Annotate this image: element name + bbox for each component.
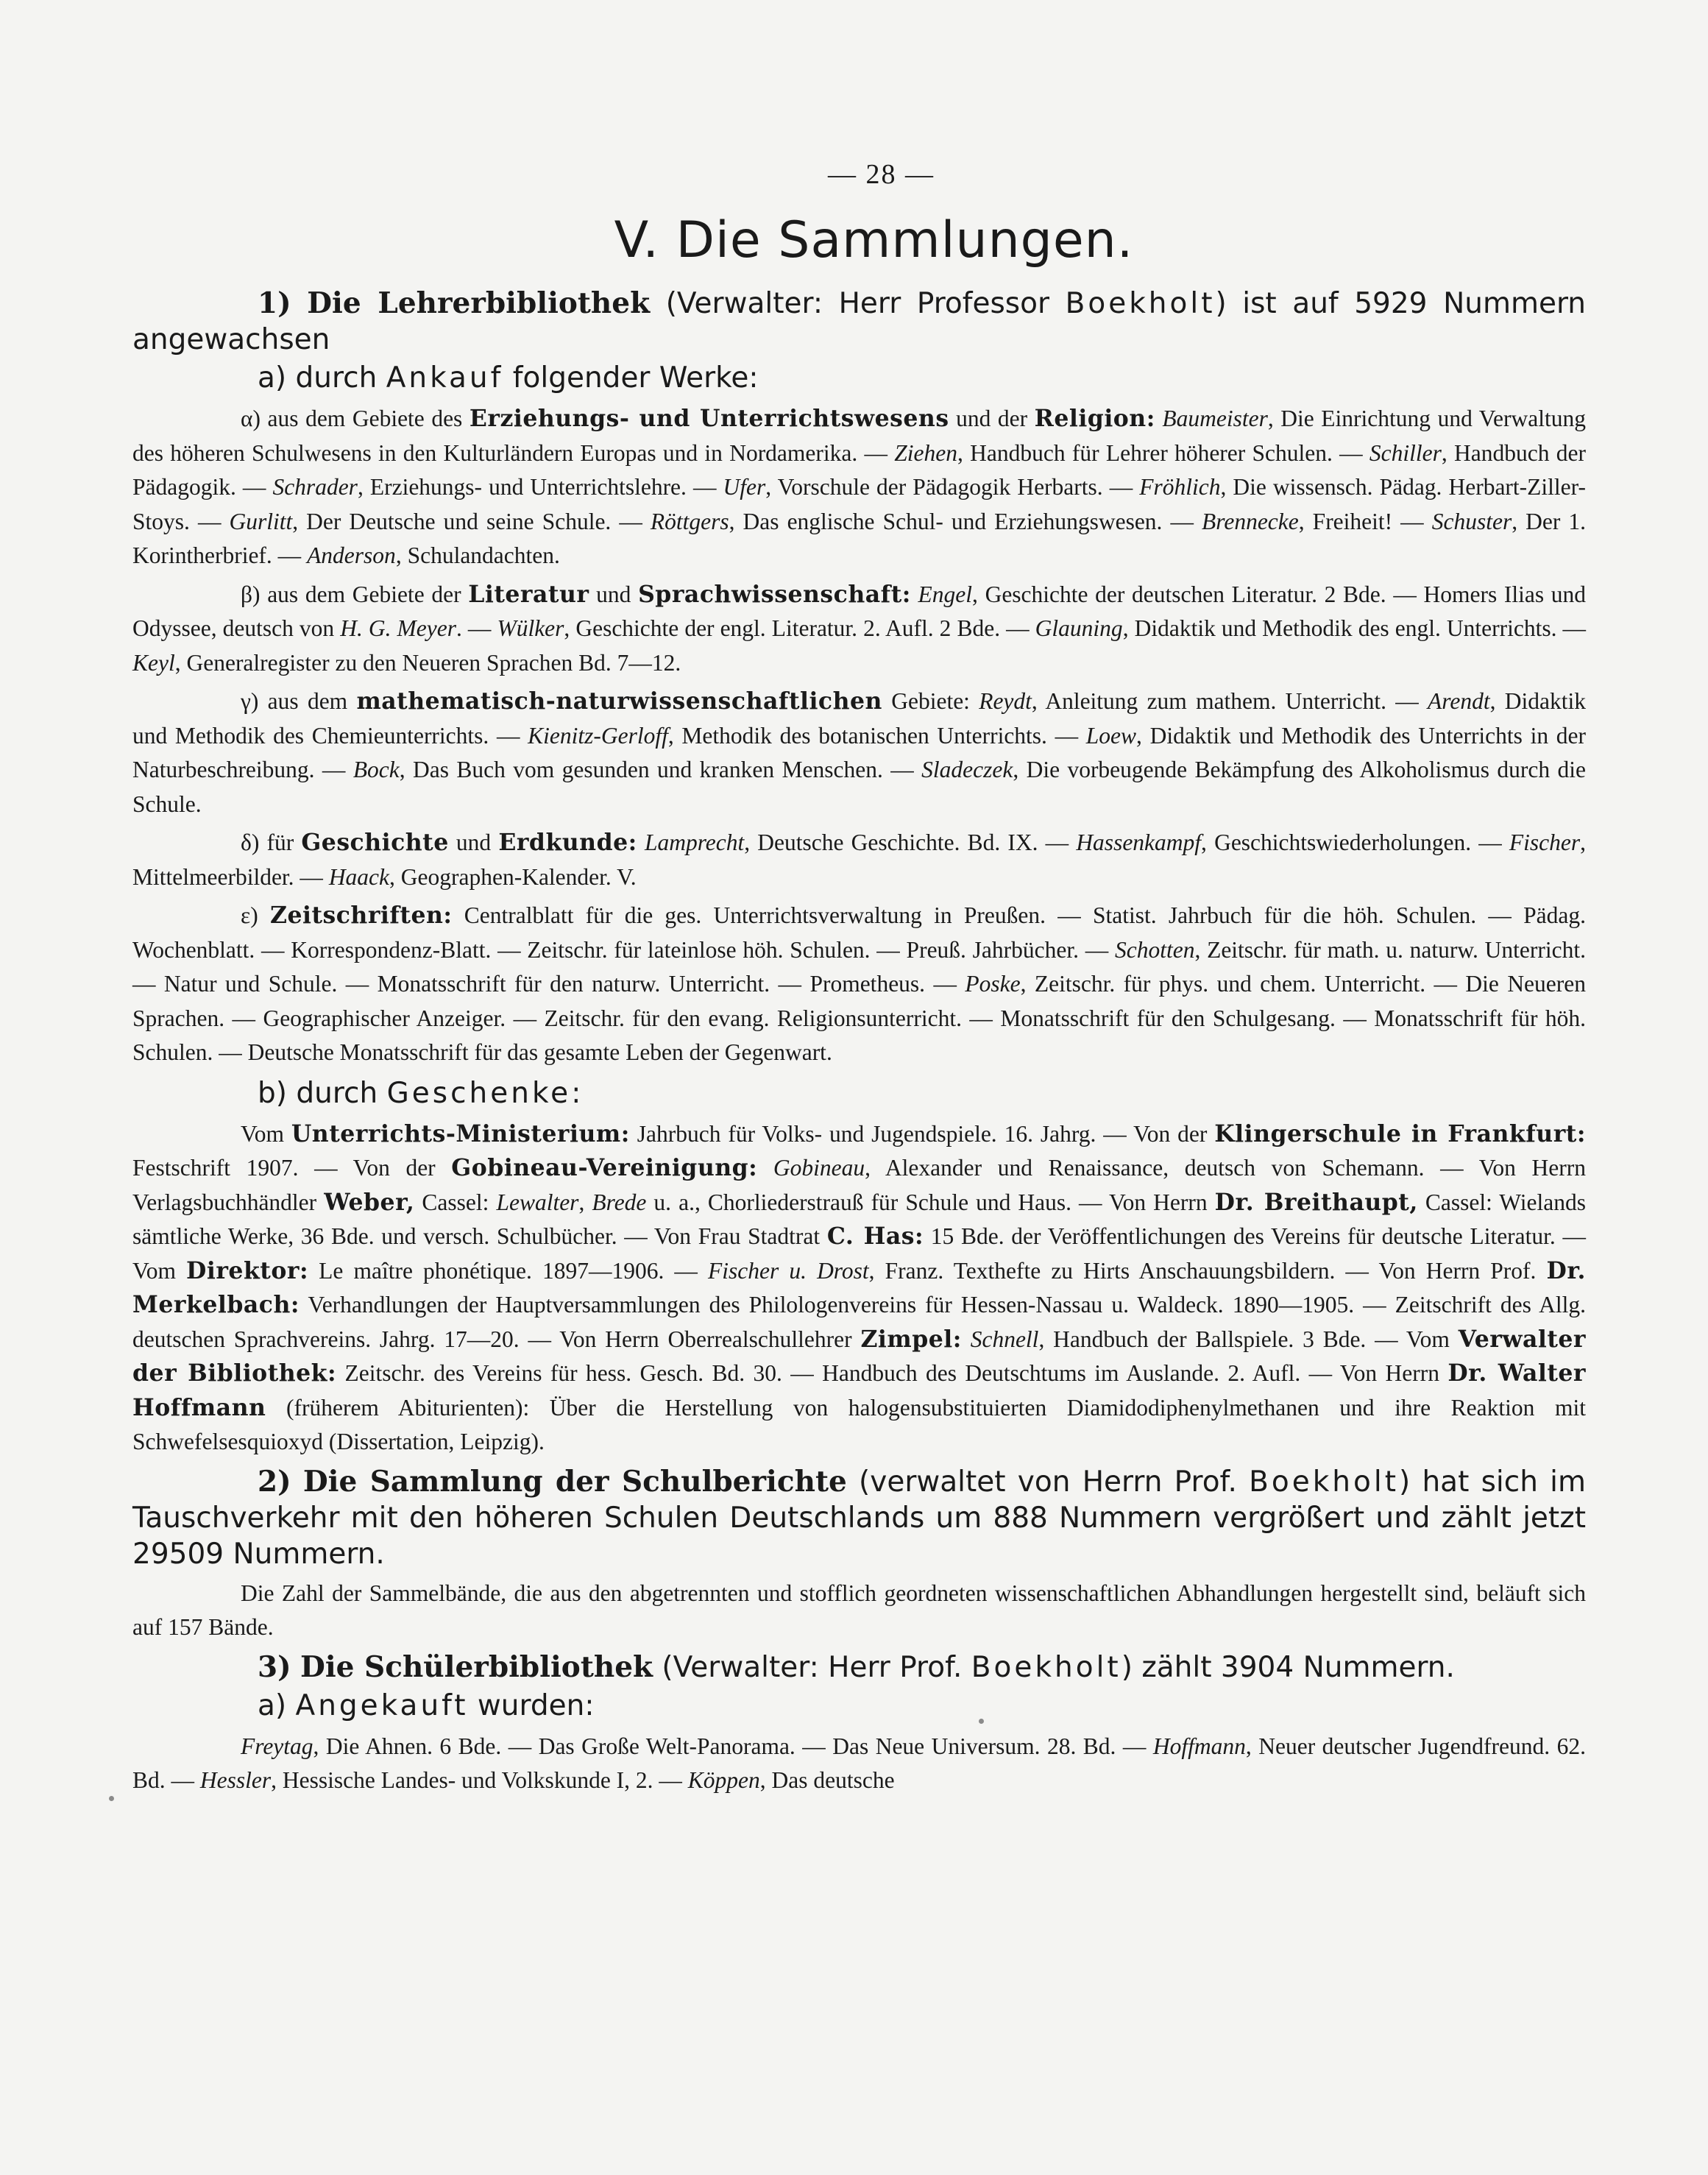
entry-beta: β) aus dem Gebiete der Literatur und Sprachwissenschaft: Engel, Geschichte der deutschen Literatur. 2 Bde. — Homers Ilias und Odyssee, deutsch von H. G. Meyer. — Wülker, Geschichte der engl. Literatur. 2. Aufl. 2 Bde. — Glauning, Didaktik und Methodik des engl. Unterrichts. — Keyl, Generalregister zu den Neueren Sprachen Bd. 7—12.	[132, 580, 1587, 676]
entry-alpha: α) aus dem Gebiete des Erziehungs- und Unterrichtswesens und der Religion: Baumeister, Die Einrichtung und Verwaltung des höheren Schulwesens in den Kulturländern Europas und in Nordamerika. — Ziehen, Handbuch für Lehrer höherer Schulen. — Schiller, Handbuch der Pädagogik. — Schrader, Erziehungs- und Unterrichtslehre. — Ufer, Vorschule der Pädagogik Herbarts. — Fröhlich, Die wissensch. Pädag. Herbart-Ziller-Stoys. — Gurlitt, Der Deutsche und seine Schule. — Röttgers, Das englische Schul- und Erziehungswesen. — Brennecke, Freiheit! — Schuster, Der 1. Korintherbrief. — Anderson, Schulandachten.	[132, 405, 1586, 568]
section-3-number: 3)	[258, 1649, 291, 1684]
section-1-intro: 1) Die Lehrerbibliothek (Verwalter: Herr Professor Boekholt) ist auf 5929 Nummern angewachsen	[132, 286, 1587, 356]
margin-dot	[109, 1796, 114, 1801]
page-title: V. Die Sammlungen.	[614, 211, 1134, 269]
section-2-number: 2)	[258, 1464, 291, 1499]
administrator-name: Boekholt	[1065, 287, 1216, 320]
page-number: — 28 —	[828, 159, 935, 190]
section-2-intro: 2) Die Sammlung der Schulberichte (verwaltet von Herrn Prof. Boekholt) hat sich im Tauschverkehr mit den höheren Schulen Deutschlands um 888 Nummern vergrößert und zählt jetzt 29509 Nummern.	[132, 1464, 1586, 1571]
subheading-ankauf: a) durch Ankauf folgender Werke:	[258, 361, 759, 395]
subheading-angekauft: a) Angekauft wurden:	[258, 1688, 595, 1722]
section-2-note: Die Zahl der Sammelbände, die aus den abgetrennten und stofflich geordneten wissenschaftlichen Abhandlungen hergestellt sind, beläuft sich auf 157 Bände.	[132, 1580, 1586, 1640]
entry-gifts: Vom Unterrichts-Ministerium: Jahrbuch für Volks- und Jugendspiele. 16. Jahrg. — Von der Klingerschule in Frankfurt: Festschrift 1907. — Von der Gobineau-Vereinigung: Gobineau, Alexander und Renaissance, deutsch von Schemann. — Von Herrn Verlagsbuchhändler Weber, Cassel: Lewalter, Brede u. a., Chorliederstrauß für Schule und Haus. — Von Herrn Dr. Breithaupt, Cassel: Wielands sämtliche Werke, 36 Bde. und versch. Schulbücher. — Von Frau Stadtrat C. Has: 15 Bde. der Veröffentlichungen des Vereins für deutsche Literatur. — Vom Direktor: Le maître phonétique. 1897—1906. — Fischer u. Drost, Franz. Texthefte zu Hirts Anschauungsbildern. — Von Herrn Prof. Dr. Merkelbach: Verhandlungen der Hauptversammlungen des Philologenvereins für Hessen-Nassau u. Waldeck. 1890—1905. — Zeitschrift des Allg. deutschen Sprachvereins. Jahrg. 17—20. — Von Herrn Oberrealschullehrer Zimpel: Schnell, Handbuch der Ballspiele. 3 Bde. — Vom Verwalter der Bibliothek: Zeitschr. des Vereins für hess. Gesch. Bd. 30. — Handbuch des Deutschtums im Auslande. 2. Aufl. — Von Herrn Dr. Walter Hoffmann (früherem Abiturienten): Über die Herstellung von halogensubstituierten Diamidodiphenylmethanen und ihre Reaktion mit Schwefelsesquioxyd (Dissertation, Leipzig).	[132, 1120, 1587, 1454]
section-3-heading: Die Schülerbibliothek	[300, 1649, 653, 1684]
section-1-number: 1)	[258, 286, 291, 320]
section-2-heading: Die Sammlung der Schulberichte	[302, 1464, 847, 1499]
section-1-heading: Die Lehrerbibliothek	[307, 286, 651, 320]
entry-epsilon: ε) Zeitschriften: Centralblatt für die ges. Unterrichtsverwaltung in Preußen. — Statist. Jahrbuch für die höh. Schulen. — Pädag. Wochenblatt. — Korrespondenz-Blatt. — Zeitschr. für lateinlose höh. Schulen. — Preuß. Jahrbücher. — Schotten, Zeitschr. für math. u. naturw. Unterricht. — Natur und Schule. — Monatsschrift für den naturw. Unterricht. — Prometheus. — Poske, Zeitschr. für phys. und chem. Unterricht. — Die Neueren Sprachen. — Geographischer Anzeiger. — Zeitschr. für den evang. Religionsunterricht. — Monatsschrift für den Schulgesang. — Monatsschrift für höh. Schulen. — Deutsche Monatsschrift für das gesamte Leben der Gegenwart.	[132, 902, 1586, 1065]
section-3-intro: 3) Die Schülerbibliothek (Verwalter: Herr Prof. Boekholt) zählt 3904 Nummern.	[258, 1649, 1455, 1684]
entry-gamma: γ) aus dem mathematisch-naturwissenschaftlichen Gebiete: Reydt, Anleitung zum mathem. Unterricht. — Arendt, Didaktik und Methodik des Chemieunterrichts. — Kienitz-Gerloff, Methodik des botanischen Unterrichts. — Loew, Didaktik und Methodik des Unterrichts in der Naturbeschreibung. — Bock, Das Buch vom gesunden und kranken Menschen. — Sladeczek, Die vorbeugende Bekämpfung des Alkoholismus durch die Schule.	[132, 687, 1586, 817]
subheading-geschenke: b) durch Geschenke:	[258, 1076, 581, 1110]
entry-bought: Freytag, Die Ahnen. 6 Bde. — Das Große Welt-Panorama. — Das Neue Universum. 28. Bd. — Hoffmann, Neuer deutscher Jugendfreund. 62. Bd. — Hessler, Hessische Landes- und Volkskunde I, 2. — Köppen, Das deutsche	[132, 1733, 1586, 1793]
document-page	[132, 158, 1586, 1803]
entry-delta: δ) für Geschichte und Erdkunde: Lamprecht, Deutsche Geschichte. Bd. IX. — Hassenkampf, Geschichtswiederholungen. — Fischer, Mittelmeerbilder. — Haack, Geographen-Kalender. V.	[132, 829, 1586, 890]
